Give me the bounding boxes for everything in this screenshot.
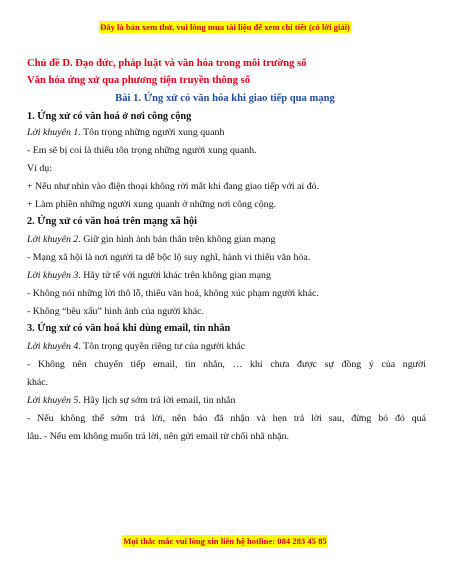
advice-4-text: . Tôn trọng quyền riêng tư của người khác [78,341,246,352]
advice-1-label: Lời khuyên 1 [27,127,79,138]
section-3-heading: 3. Ứng xử có văn hoá khi dùng email, tin nhắn [27,323,231,334]
advice-5-label: Lời khuyên 5 [27,395,79,406]
subtopic-title: Văn hóa ứng xử qua phương tiện truyền thông số [27,75,251,86]
advice-1 [27,126,426,139]
lesson-title: Bài 1. Ứng xử có văn hóa khi giao tiếp qua mạng [115,93,335,104]
section-2-heading: 2. Ứng xử có văn hoá trên mạng xã hội [27,216,197,227]
section-3-bullet-2-line-1: - Nếu không thể sớm trả lời, nên báo đã nhận và hẹn trả lời sau, đừng bỏ đó quá [27,413,426,424]
section-2-bullet-2: - Không nói những lời thô lỗ, thiếu văn hoá, không xúc phạm người khác. [27,288,319,299]
section-2-bullet-3: - Không “bêu xấu” hình ảnh của người khác. [27,306,205,317]
advice-3-label: Lời khuyên 3 [27,270,79,281]
section-3-bullet-2-line-2: lâu. - Nếu em không muốn trả lời, nên gửi email từ chối nhã nhặn. [27,431,289,442]
preview-notice-banner: Đây là bản xem thử, vui lòng mua tài liệu để xem chi tiết (có lời giải) [100,22,350,32]
example-label: Ví dụ: [27,163,52,174]
section-1-heading: 1. Ứng xử có văn hoá ở nơi công cộng [27,111,192,122]
advice-5 [27,394,426,407]
section-3-bullet-1-line-2: khác. [27,377,49,388]
advice-4-label: Lời khuyên 4 [27,341,79,352]
hotline-banner: Mọi thắc mắc vui lòng xin liên hệ hotline: 084 283 45 85 [123,536,327,546]
section-2-bullet-1: - Mạng xã hội là nơi người ta dễ bộc lộ suy nghĩ, hành vi thiếu văn hóa. [27,252,311,263]
advice-3 [27,269,426,282]
example-2: + Làm phiền những người xung quanh ở những nơi công cộng. [27,199,277,210]
advice-5-text: . Hãy lịch sự sớm trả lời email, tin nhắn [78,395,236,406]
advice-2 [27,233,426,246]
advice-2-label: Lời khuyên 2 [27,234,79,245]
advice-4 [27,340,426,353]
section-3-bullet-1-line-1: - Không nên chuyển tiếp email, tin nhắn, … khi chưa được sự đồng ý của người [27,359,426,370]
advice-2-text: . Giữ gìn hình ảnh bản thân trên không gian mạng [78,234,276,245]
advice-3-text: . Hãy tử tế với người khác trên không gian mạng [78,270,271,281]
topic-title: Chủ đề D. Đạo đức, pháp luật và văn hóa trong môi trường số [27,58,307,69]
section-1-bullet: - Em sẽ bị coi là thiếu tôn trọng những người xung quanh. [27,145,257,156]
example-1: + Nếu như nhìn vào điện thoại không rời mắt khi đang giao tiếp với ai đó. [27,181,320,192]
advice-1-text: . Tôn trọng những người xung quanh [78,127,225,138]
